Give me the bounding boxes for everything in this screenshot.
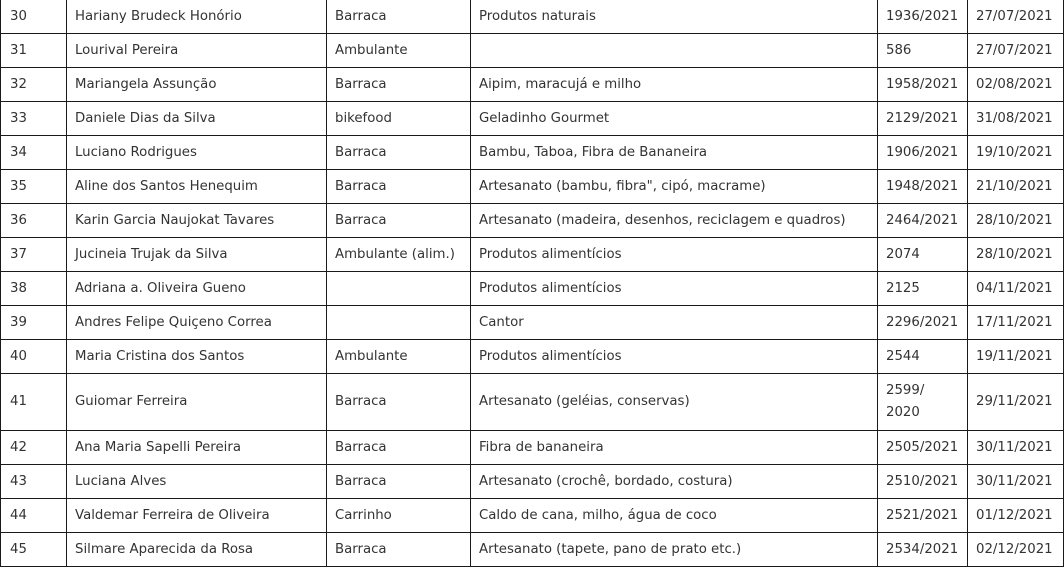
vendor-name: Lourival Pereira [67,34,327,68]
process-number: 2125 [878,272,968,306]
table-row [1,170,1064,204]
vendor-product: Artesanato (madeira, desenhos, reciclagem e quadros) [471,204,878,238]
vendor-name: Jucineia Trujak da Silva [67,238,327,272]
process-number: 1936/2021 [878,0,968,34]
registration-date: 30/11/2021 [968,431,1064,465]
row-number: 31 [1,34,67,68]
registration-date: 04/11/2021 [968,272,1064,306]
vendor-name: Andres Felipe Quiçeno Correa [67,306,327,340]
table-row [1,533,1064,567]
registration-date: 01/12/2021 [968,499,1064,533]
table-row [1,499,1064,533]
process-number [878,374,968,431]
vendor-type: Barraca [327,465,471,499]
row-number: 43 [1,465,67,499]
vendor-product: Produtos naturais [471,0,878,34]
registration-date: 19/11/2021 [968,340,1064,374]
vendor-type: Ambulante [327,340,471,374]
row-number: 36 [1,204,67,238]
vendor-name: Ana Maria Sapelli Pereira [67,431,327,465]
process-number-line-1: 2599/ [886,383,925,398]
table-row [1,136,1064,170]
process-number: 1906/2021 [878,136,968,170]
row-number: 37 [1,238,67,272]
row-number: 40 [1,340,67,374]
vendor-name: Aline dos Santos Henequim [67,170,327,204]
vendor-product: Produtos alimentícios [471,272,878,306]
table-row [1,34,1064,68]
process-number: 586 [878,34,968,68]
registration-date: 29/11/2021 [968,374,1064,431]
row-number: 35 [1,170,67,204]
process-number-line-2: 2020 [886,405,920,420]
registration-date: 02/08/2021 [968,68,1064,102]
row-number: 30 [1,0,67,34]
row-number: 34 [1,136,67,170]
registration-date: 27/07/2021 [968,0,1064,34]
vendor-product: Produtos alimentícios [471,340,878,374]
process-number: 1948/2021 [878,170,968,204]
vendor-product: Artesanato (tapete, pano de prato etc.) [471,533,878,567]
registration-date: 28/10/2021 [968,238,1064,272]
vendor-type: Barraca [327,136,471,170]
registration-date: 31/08/2021 [968,102,1064,136]
process-number: 2074 [878,238,968,272]
process-number: 2464/2021 [878,204,968,238]
process-number: 1958/2021 [878,68,968,102]
vendor-name: Luciana Alves [67,465,327,499]
row-number: 39 [1,306,67,340]
vendor-type: bikefood [327,102,471,136]
vendor-name: Valdemar Ferreira de Oliveira [67,499,327,533]
vendor-type: Barraca [327,431,471,465]
vendor-name: Adriana a. Oliveira Gueno [67,272,327,306]
process-number: 2521/2021 [878,499,968,533]
table-row [1,340,1064,374]
vendors-table-body [1,0,1064,567]
vendor-product: Artesanato (crochê, bordado, costura) [471,465,878,499]
process-number: 2510/2021 [878,465,968,499]
vendor-name: Silmare Aparecida da Rosa [67,533,327,567]
vendor-name: Daniele Dias da Silva [67,102,327,136]
row-number: 45 [1,533,67,567]
vendor-name: Hariany Brudeck Honório [67,0,327,34]
table-row [1,465,1064,499]
row-number: 33 [1,102,67,136]
vendor-type: Barraca [327,533,471,567]
vendor-type: Ambulante [327,34,471,68]
vendor-type: Ambulante (alim.) [327,238,471,272]
row-number: 41 [1,374,67,431]
registration-date: 17/11/2021 [968,306,1064,340]
vendor-product: Aipim, maracujá e milho [471,68,878,102]
vendor-product: Bambu, Taboa, Fibra de Bananeira [471,136,878,170]
registration-date: 27/07/2021 [968,34,1064,68]
row-number: 32 [1,68,67,102]
vendor-type: Carrinho [327,499,471,533]
table-row [1,102,1064,136]
table-row [1,204,1064,238]
vendor-name: Mariangela Assunção [67,68,327,102]
vendor-type: Barraca [327,170,471,204]
vendor-product [471,34,878,68]
vendor-type [327,306,471,340]
vendor-type: Barraca [327,374,471,431]
registration-date: 30/11/2021 [968,465,1064,499]
table-row [1,68,1064,102]
registration-date: 19/10/2021 [968,136,1064,170]
registration-date: 28/10/2021 [968,204,1064,238]
process-number: 2129/2021 [878,102,968,136]
process-number: 2544 [878,340,968,374]
vendor-type: Barraca [327,68,471,102]
registration-date: 21/10/2021 [968,170,1064,204]
vendor-type [327,272,471,306]
vendor-product: Artesanato (geléias, conservas) [471,374,878,431]
row-number: 38 [1,272,67,306]
row-number: 42 [1,431,67,465]
vendor-product: Produtos alimentícios [471,238,878,272]
vendor-name: Maria Cristina dos Santos [67,340,327,374]
vendor-name: Guiomar Ferreira [67,374,327,431]
vendor-product: Artesanato (bambu, fibra", cipó, macrame) [471,170,878,204]
process-number: 2296/2021 [878,306,968,340]
row-number: 44 [1,499,67,533]
table-row [1,306,1064,340]
vendor-type: Barraca [327,204,471,238]
vendor-product: Fibra de bananeira [471,431,878,465]
table-row [1,0,1064,34]
vendor-product: Caldo de cana, milho, água de coco [471,499,878,533]
registration-date: 02/12/2021 [968,533,1064,567]
vendor-product: Geladinho Gourmet [471,102,878,136]
vendor-name: Karin Garcia Naujokat Tavares [67,204,327,238]
vendor-product: Cantor [471,306,878,340]
process-number: 2534/2021 [878,533,968,567]
process-number: 2505/2021 [878,431,968,465]
table-row [1,272,1064,306]
vendor-name: Luciano Rodrigues [67,136,327,170]
table-row [1,374,1064,431]
table-row [1,238,1064,272]
table-row [1,431,1064,465]
vendor-type: Barraca [327,0,471,34]
